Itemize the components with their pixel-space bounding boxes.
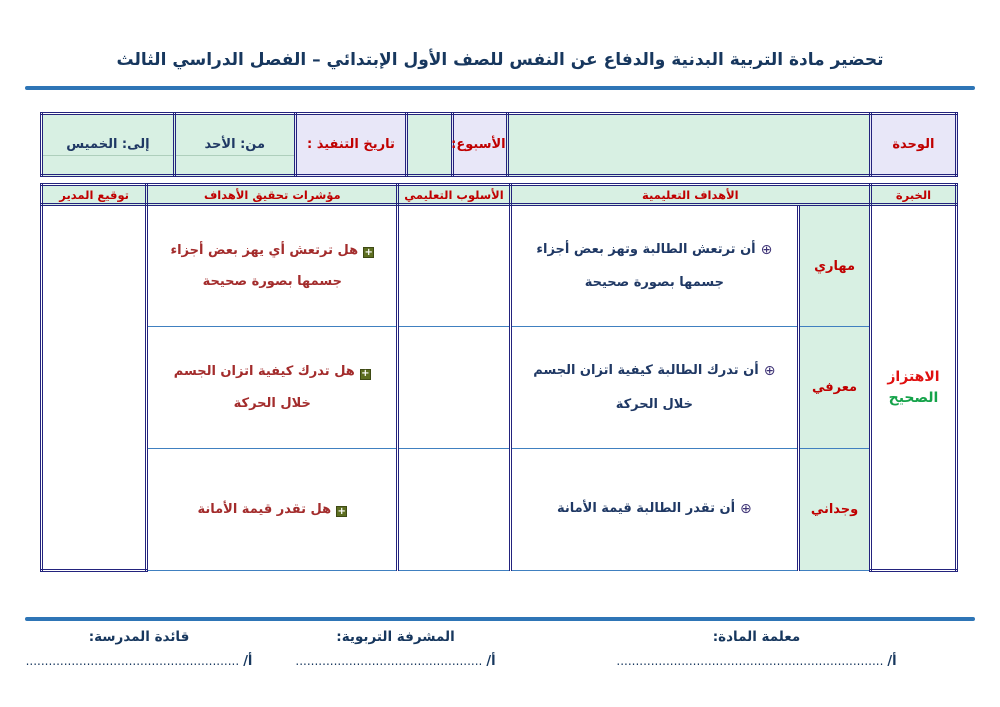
to-day-label: إلى: الخميس	[43, 133, 173, 156]
principal-signature-dots: ........................................................	[25, 654, 240, 668]
teacher-label: معلمة المادة:	[712, 629, 801, 645]
objective-text: أن ترتعش الطالبة وتهز بعض أجزاء جسمها بصورة صحيحة	[536, 241, 756, 291]
supervisor-signature-dots: .................................................	[295, 654, 483, 668]
week-value-cell	[407, 114, 453, 176]
objective-cell	[510, 327, 798, 449]
domain-cell: وجداني	[799, 449, 871, 571]
experience-line1: الاهتزاز	[887, 368, 940, 385]
indicator-cell	[147, 205, 398, 327]
table-row	[42, 327, 957, 449]
principal-signature-line	[25, 654, 253, 669]
from-day-label: من: الأحد	[176, 133, 294, 156]
experience-cell	[870, 205, 956, 571]
week-label-cell: الأسبوع:	[452, 114, 507, 176]
header-objectives: الأهداف التعليمية	[510, 185, 870, 205]
header-experience: الخبرة	[870, 185, 956, 205]
principal-signature-cell	[42, 205, 147, 571]
header-principal-signature: توقيع المدير	[42, 185, 147, 205]
to-day-cell	[42, 114, 175, 176]
supervisor-signature-line	[253, 654, 538, 669]
objective-cell	[510, 205, 798, 327]
target-bullet-icon: ⊕	[760, 241, 773, 258]
objective-cell	[510, 449, 798, 571]
experience-line2: الصحيح	[888, 389, 939, 406]
teacher-signature-dots: ......................................................................	[616, 654, 884, 668]
objectives-table	[40, 183, 958, 572]
objective-text: أن تقدر الطالبة قيمة الأمانة	[556, 500, 736, 516]
signature-block-teacher	[538, 629, 975, 669]
method-cell	[398, 449, 510, 571]
signature-block-principal	[25, 629, 253, 669]
square-plus-bullet-icon: +	[361, 368, 370, 380]
domain-cell: مهاري	[799, 205, 871, 327]
unit-value-cell	[507, 114, 870, 176]
from-day-cell	[174, 114, 295, 176]
teacher-signature-line	[538, 654, 975, 669]
domain-cell: معرفي	[799, 327, 871, 449]
method-cell	[398, 327, 510, 449]
method-cell	[398, 205, 510, 327]
principal-signature-prefix: أ/	[243, 654, 253, 669]
info-bar-table	[40, 112, 958, 177]
target-bullet-icon: ⊕	[763, 363, 776, 380]
table-row	[42, 449, 957, 571]
page-title: تحضير مادة التربية البدنية والدفاع عن النفس للصف الأول الإبتدائي – الفصل الدراسي الثالث	[116, 50, 884, 70]
target-bullet-icon: ⊕	[740, 500, 752, 517]
objectives-table-header-row	[42, 185, 957, 205]
footer-divider-line	[25, 617, 975, 621]
principal-label: قائدة المدرسة:	[88, 629, 190, 645]
indicator-text: هل ترتعش أي يهز بعض أجزاء جسمها بصورة صحيحة	[170, 242, 359, 289]
square-plus-bullet-icon: +	[364, 246, 373, 258]
supervisor-signature-prefix: أ/	[486, 654, 496, 669]
indicator-text: هل تقدر قيمة الأمانة	[197, 501, 332, 517]
indicator-cell	[147, 449, 398, 571]
signature-block-supervisor	[253, 629, 538, 669]
signatures-footer	[25, 629, 975, 669]
indicator-text: هل تدرك كيفية اتزان الجسم خلال الحركة	[173, 364, 355, 411]
unit-label-cell: الوحدة	[870, 114, 956, 176]
indicator-cell	[147, 327, 398, 449]
title-divider-line	[25, 86, 975, 90]
square-plus-bullet-icon: +	[337, 505, 346, 517]
objective-text: أن تدرك الطالبة كيفية اتزان الجسم خلال الحركة	[533, 363, 759, 412]
teacher-signature-prefix: أ/	[887, 654, 897, 669]
exec-date-label-cell: تاريخ التنفيذ :	[295, 114, 407, 176]
supervisor-label: المشرفة التربوية:	[336, 629, 455, 645]
table-row	[42, 205, 957, 327]
header-indicators: مؤشرات تحقيق الأهداف	[147, 185, 398, 205]
header-method: الأسلوب التعليمي	[398, 185, 510, 205]
